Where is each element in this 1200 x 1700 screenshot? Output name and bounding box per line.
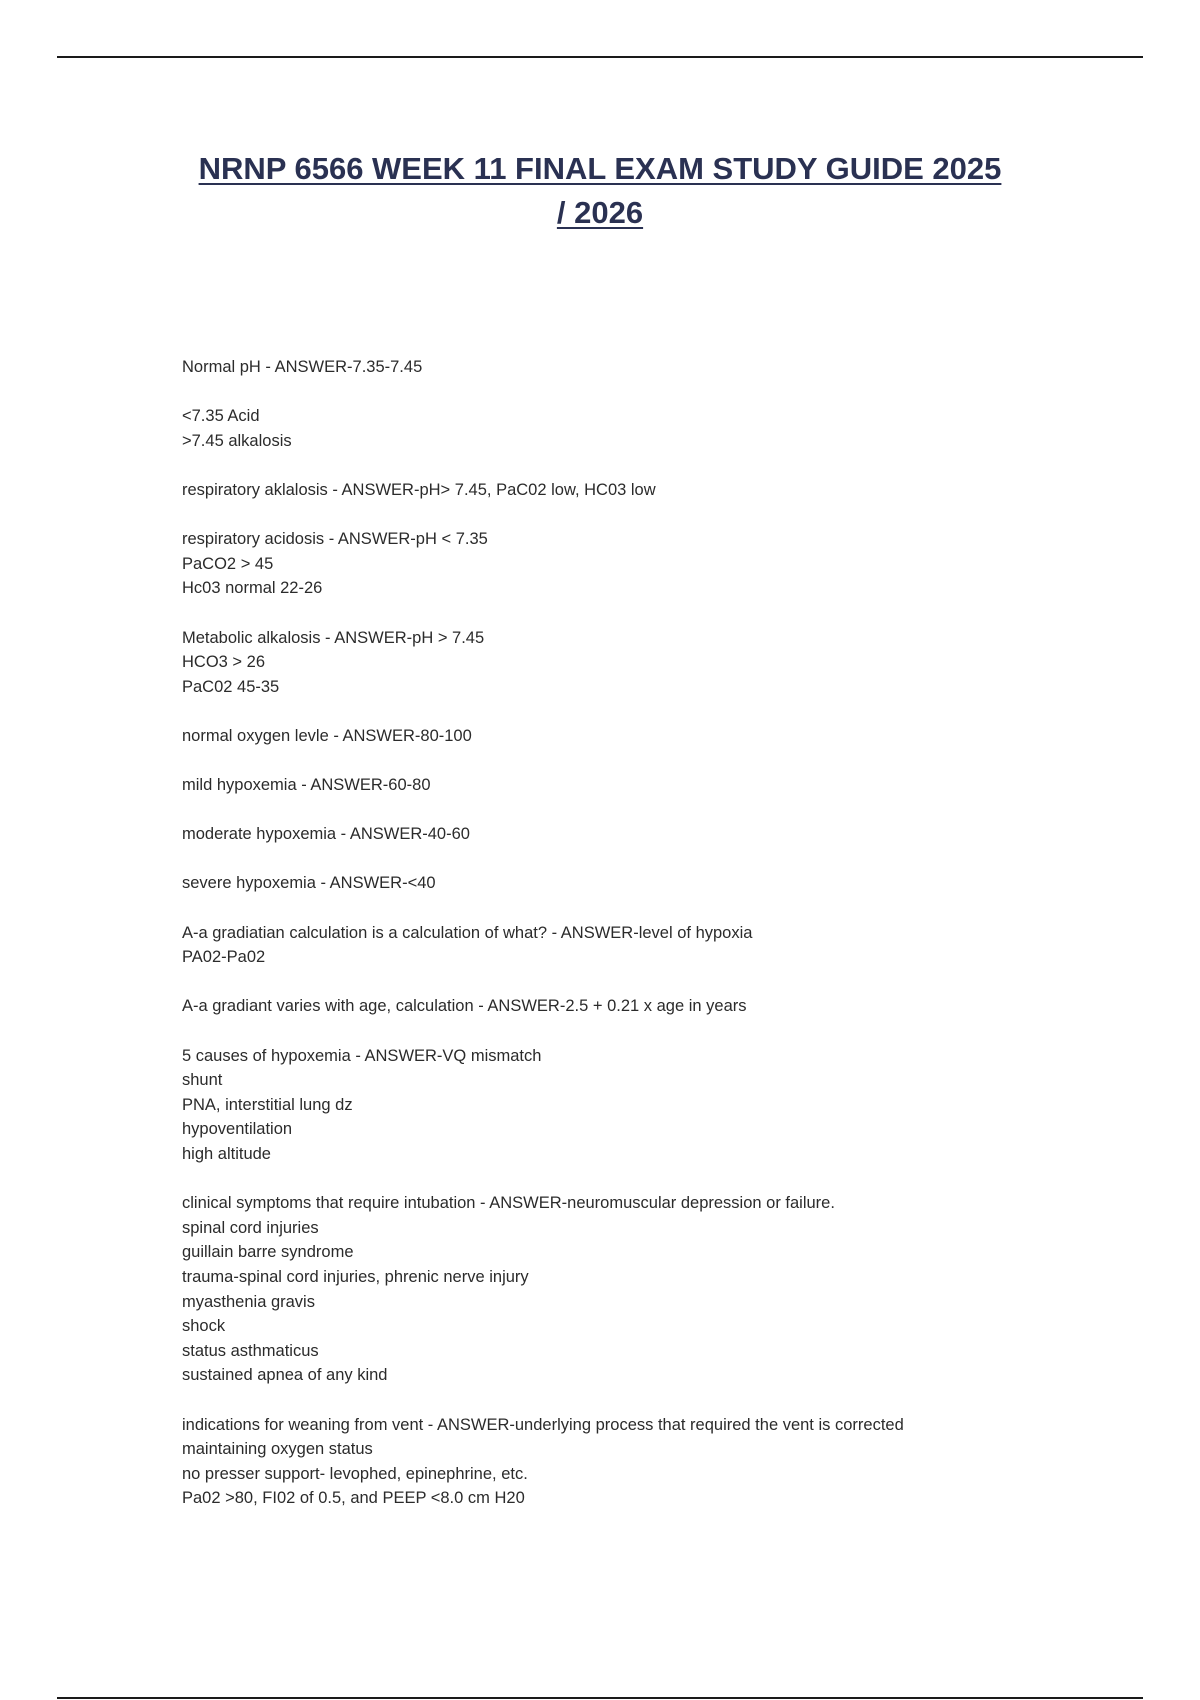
qa-entry-detail-line: trauma-spinal cord injuries, phrenic nerve injury	[182, 1267, 529, 1286]
study-guide-body	[182, 355, 1082, 1536]
qa-entry-detail-line: PaCO2 > 45	[182, 554, 274, 573]
qa-entry-detail-line: maintaining oxygen status	[182, 1440, 373, 1459]
qa-entry-detail-line: PNA, interstitial lung dz	[182, 1095, 353, 1114]
qa-entry-question: Metabolic alkalosis - ANSWER-pH > 7.45	[182, 628, 485, 647]
qa-entry-detail-line: guillain barre syndrome	[182, 1243, 354, 1262]
qa-entry	[182, 1044, 1082, 1167]
qa-entry	[182, 527, 1082, 601]
title-line-1: NRNP 6566 WEEK 11 FINAL EXAM STUDY GUIDE 2025	[198, 151, 1002, 186]
qa-entry-detail-line: hypoventilation	[182, 1120, 293, 1139]
qa-entry-detail-line: Pa02 >80, FI02 of 0.5, and PEEP <8.0 cm H20	[182, 1489, 525, 1508]
bottom-rule	[57, 1697, 1143, 1699]
qa-entry-detail-line: shunt	[182, 1071, 223, 1090]
qa-entry	[182, 921, 1082, 970]
qa-entry	[182, 404, 1082, 453]
qa-entry	[182, 1413, 1082, 1511]
qa-entry	[182, 994, 1082, 1019]
qa-entry	[182, 773, 1082, 798]
qa-entry	[182, 1191, 1082, 1388]
qa-entry-question: respiratory aklalosis - ANSWER-pH> 7.45, PaC02 low, HC03 low	[182, 480, 656, 499]
qa-entry-question: A-a gradiant varies with age, calculation - ANSWER-2.5 + 0.21 x age in years	[182, 997, 747, 1016]
top-rule	[57, 56, 1143, 58]
qa-entry-question: normal oxygen levle - ANSWER-80-100	[182, 726, 472, 745]
qa-entry-question: 5 causes of hypoxemia - ANSWER-VQ mismatch	[182, 1046, 542, 1065]
qa-entry	[182, 871, 1082, 896]
qa-entry	[182, 355, 1082, 380]
title-line-2: / 2026	[556, 195, 644, 230]
qa-entry-detail-line: myasthenia gravis	[182, 1292, 315, 1311]
qa-entry-question: moderate hypoxemia - ANSWER-40-60	[182, 825, 470, 844]
qa-entry-detail-line: spinal cord injuries	[182, 1218, 319, 1237]
qa-entry-question: respiratory acidosis - ANSWER-pH < 7.35	[182, 530, 488, 549]
qa-entry-detail-line: Hc03 normal 22-26	[182, 579, 323, 598]
qa-entry-question: severe hypoxemia - ANSWER-<40	[182, 874, 436, 893]
qa-entry-detail-line: PaC02 45-35	[182, 677, 280, 696]
qa-entry-question: A-a gradiatian calculation is a calculation of what? - ANSWER-level of hypoxia	[182, 923, 753, 942]
qa-entry-question: Normal pH - ANSWER-7.35-7.45	[182, 358, 423, 376]
qa-entry-question: <7.35 Acid	[182, 407, 260, 426]
qa-entry-detail-line: high altitude	[182, 1145, 271, 1163]
qa-entry-question: mild hypoxemia - ANSWER-60-80	[182, 776, 431, 795]
qa-entry	[182, 478, 1082, 503]
qa-entry-question: clinical symptoms that require intubation - ANSWER-neuromuscular depression or failure.	[182, 1194, 835, 1213]
qa-entry-detail-line: no presser support- levophed, epinephrine, etc.	[182, 1464, 528, 1483]
qa-entry-question: indications for weaning from vent - ANSWER-underlying process that required the vent is corrected	[182, 1415, 904, 1434]
document-title	[150, 147, 1050, 235]
qa-entry-detail-line: >7.45 alkalosis	[182, 431, 292, 450]
qa-entry	[182, 822, 1082, 847]
qa-entry-detail-line: shock	[182, 1317, 226, 1336]
qa-entry-detail-line: HCO3 > 26	[182, 653, 265, 672]
qa-entry	[182, 724, 1082, 749]
qa-entry-detail-line: status asthmaticus	[182, 1341, 319, 1360]
qa-entry-detail-line: PA02-Pa02	[182, 948, 266, 967]
qa-entry-detail-line: sustained apnea of any kind	[182, 1366, 388, 1385]
qa-entry	[182, 626, 1082, 700]
